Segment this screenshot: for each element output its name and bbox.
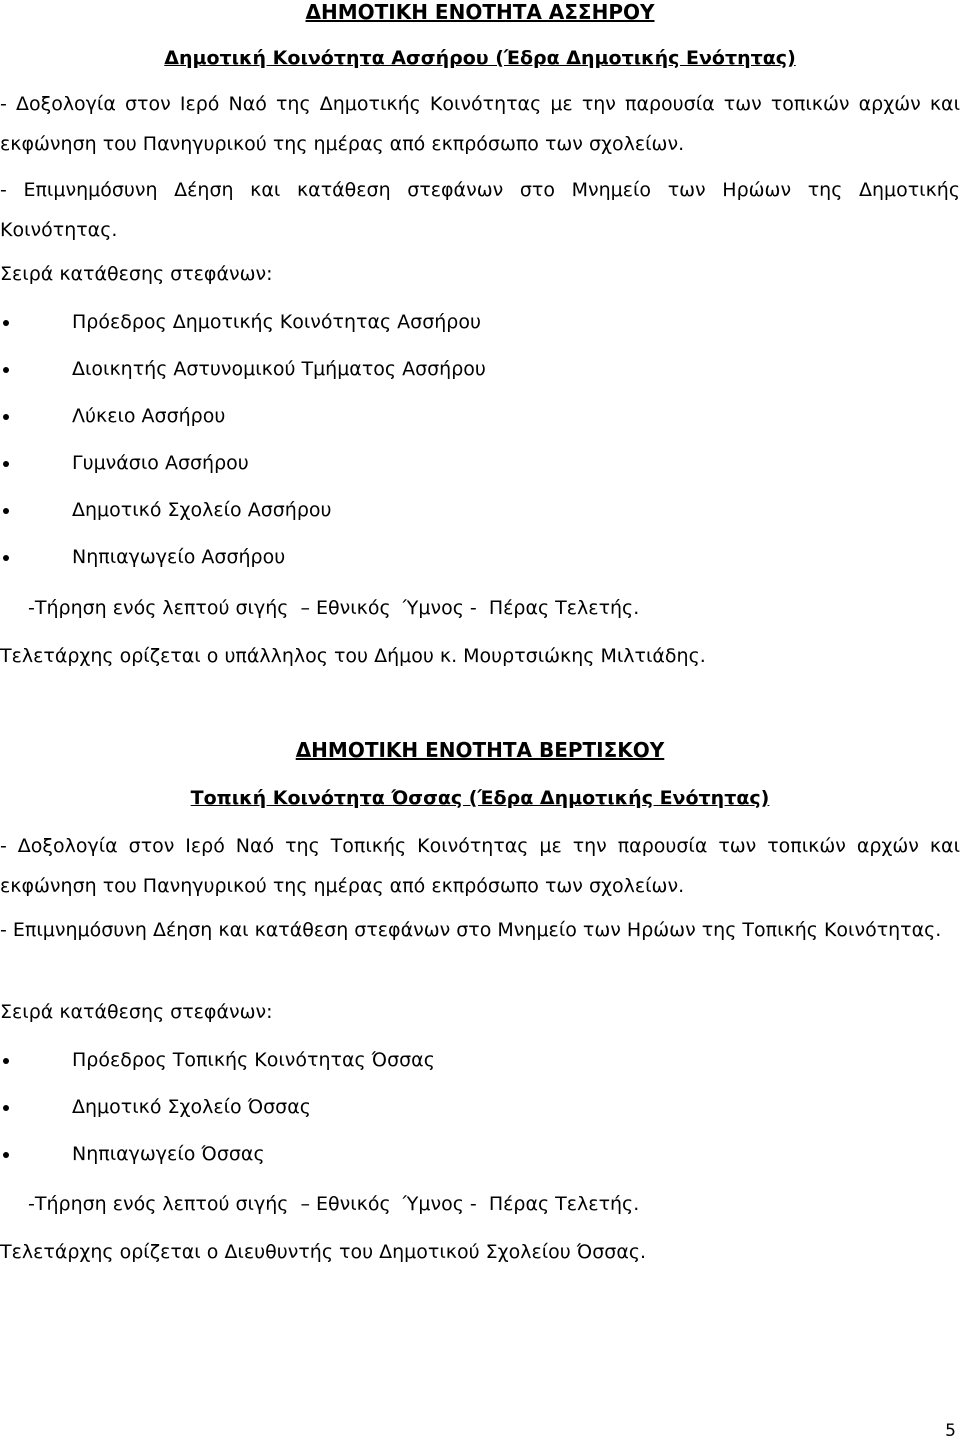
list-item-label: Δημοτικό Σχολείο Όσσας [72, 1096, 311, 1118]
master-of-ceremonies: Τελετάρχης ορίζεται ο Διευθυντής του Δημοτικού Σχολείου Όσσας. [0, 1241, 647, 1263]
ceremony-closing: -Τήρηση ενός λεπτού σιγής – Εθνικός Ύμνος - Πέρας Τελετής. [28, 597, 640, 619]
paragraph-memorial-service: - Επιμνημόσυνη Δέηση και κατάθεση στεφάνων στο Μνημείο των Ηρώων της Τοπικής Κοινότητας. [0, 919, 942, 941]
bullet-icon [3, 555, 9, 561]
bullet-icon [3, 508, 9, 514]
list-item-label: Νηπιαγωγείο Ασσήρου [72, 546, 286, 568]
bullet-icon [3, 367, 9, 373]
paragraph-doxology: - Δοξολογία στον Ιερό Ναό της Τοπικής Κοινότητας με την παρουσία των τοπικών αρχών και εκφώνηση του Πανηγυρικού της ημέρας από εκπρόσωπο των σχολείων. [0, 835, 960, 897]
section-heading: ΔΗΜΟΤΙΚΗ ΕΝΟΤΗΤΑ ΒΕΡΤΙΣΚΟΥ [295, 738, 665, 762]
bullet-icon [3, 461, 9, 467]
list-item-label: Πρόεδρος Τοπικής Κοινότητας Όσσας [72, 1049, 435, 1071]
paragraph-doxology: - Δοξολογία στον Ιερό Ναό της Δημοτικής Κοινότητας με την παρουσία των τοπικών αρχών και εκφώνηση του Πανηγυρικού της ημέρας από εκπρόσωπο των σχολείων. [0, 93, 960, 155]
section-heading: ΔΗΜΟΤΙΚΗ ΕΝΟΤΗΤΑ ΑΣΣΗΡΟΥ [305, 0, 655, 24]
list-item [0, 1048, 960, 1095]
list-item-label: Γυμνάσιο Ασσήρου [72, 452, 249, 474]
bullet-icon [3, 414, 9, 420]
list-item [0, 1095, 960, 1142]
section-subheading: Δημοτική Κοινότητα Ασσήρου (Έδρα Δημοτικής Ενότητας) [164, 47, 796, 69]
list-item-label: Πρόεδρος Δημοτικής Κοινότητας Ασσήρου [72, 311, 481, 333]
wreath-order-label: Σειρά κατάθεσης στεφάνων: [0, 263, 273, 285]
bullet-icon [3, 320, 9, 326]
list-item [0, 451, 960, 498]
master-of-ceremonies: Τελετάρχης ορίζεται ο υπάλληλος του Δήμου κ. Μουρτσιώκης Μιλτιάδης. [0, 645, 706, 667]
list-item [0, 498, 960, 545]
list-item [0, 1142, 960, 1189]
section-subheading: Τοπική Κοινότητα Όσσας (Έδρα Δημοτικής Ενότητας) [190, 787, 770, 809]
bullet-icon [3, 1058, 9, 1064]
ceremony-closing: -Τήρηση ενός λεπτού σιγής – Εθνικός Ύμνος - Πέρας Τελετής. [28, 1193, 640, 1215]
bullet-icon [3, 1105, 9, 1111]
page-number: 5 [945, 1421, 956, 1441]
list-item [0, 310, 960, 357]
list-item-label: Λύκειο Ασσήρου [72, 405, 226, 427]
list-item-label: Νηπιαγωγείο Όσσας [72, 1143, 265, 1165]
list-item-label: Διοικητής Αστυνομικού Τμήματος Ασσήρου [72, 358, 486, 380]
paragraph-memorial-service: - Επιμνημόσυνη Δέηση και κατάθεση στεφάνων στο Μνημείο των Ηρώων της Δημοτικής Κοινότητας. [0, 179, 960, 241]
wreath-order-list [0, 310, 960, 592]
list-item [0, 545, 960, 592]
list-item [0, 404, 960, 451]
list-item [0, 357, 960, 404]
wreath-order-label: Σειρά κατάθεσης στεφάνων: [0, 1001, 273, 1023]
wreath-order-list [0, 1048, 960, 1189]
bullet-icon [3, 1152, 9, 1158]
list-item-label: Δημοτικό Σχολείο Ασσήρου [72, 499, 332, 521]
